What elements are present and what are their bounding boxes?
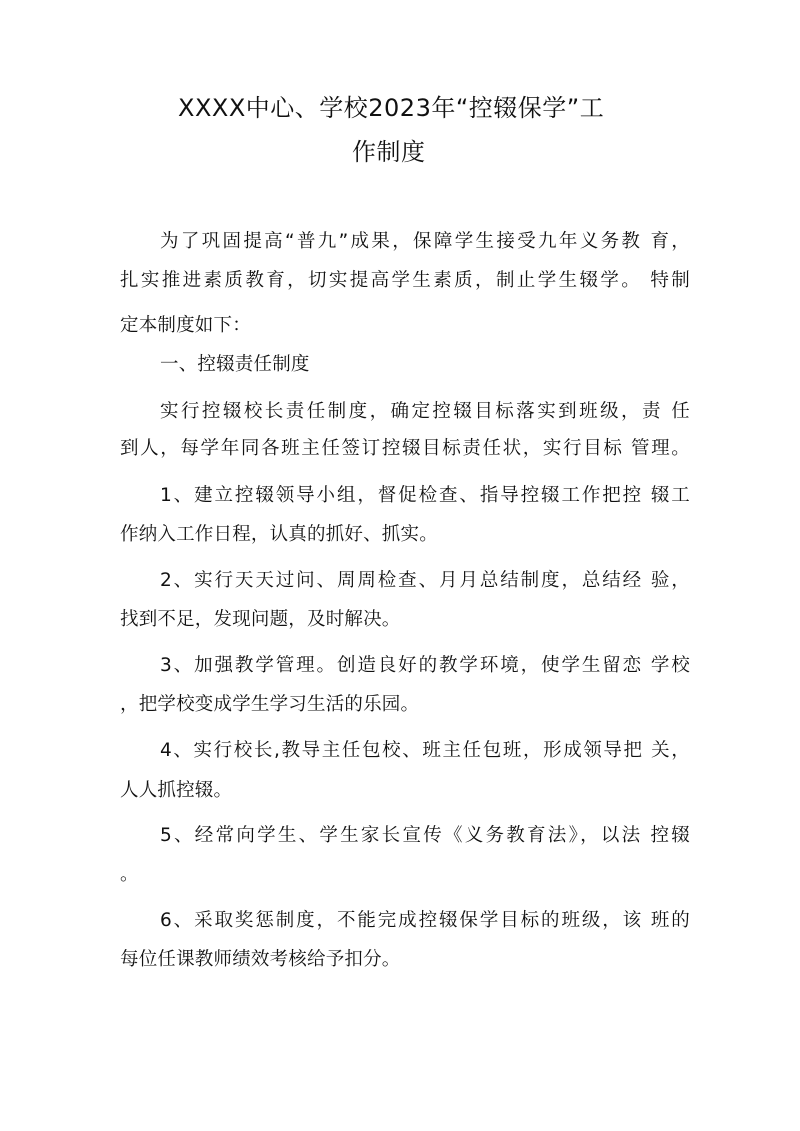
- document-title-line-2: 作制度: [352, 138, 426, 166]
- list-item-line: 2、实行天天过问、周周检查、月月总结制度，总结经 验，: [160, 570, 690, 591]
- list-item-line: 1、建立控辍领导小组，督促检查、指导控辍工作把控 辍工: [160, 485, 690, 506]
- paragraph-line: 到人，每学年同各班主任签订控辍目标责任状，实行目标 管理。: [120, 438, 690, 459]
- list-item-line: 找到不足，发现问题，及时解决。: [120, 609, 401, 630]
- list-item-line: ，把学校变成学生学习生活的乐园。: [120, 694, 420, 715]
- paragraph-line: 为了巩固提高“普九”成果，保障学生接受九年义务教 育，: [160, 231, 690, 252]
- paragraph-line: 扎实推进素质教育，切实提高学生素质，制止学生辍学。 特制: [120, 270, 690, 291]
- list-item-line: 人人抓控辍。: [120, 780, 233, 801]
- document-title-line-1: XXXX中心、学校2023年“控辍保学”工: [178, 94, 605, 122]
- list-item-line: 作纳入工作日程，认真的抓好、抓实。: [120, 524, 438, 545]
- list-item-line: 每位任课教师绩效考核给予扣分。: [120, 949, 401, 970]
- list-item-line: 。: [120, 864, 139, 885]
- list-item-line: 4、实行校长,教导主任包校、班主任包班，形成领导把 关，: [160, 740, 690, 761]
- list-item-line: 5、经常向学生、学生家长宣传《义务教育法》，以法 控辍: [160, 825, 690, 846]
- section-heading: 一、控辍责任制度: [160, 354, 310, 375]
- list-item-line: 6、采取奖惩制度，不能完成控辍保学目标的班级，该 班的: [160, 910, 690, 931]
- paragraph-line: 实行控辍校长责任制度，确定控辍目标落实到班级，责 任: [160, 401, 690, 422]
- list-item-line: 3、加强教学管理。创造良好的教学环境，使学生留恋 学校: [160, 655, 690, 676]
- paragraph-line: 定本制度如下：: [120, 315, 251, 336]
